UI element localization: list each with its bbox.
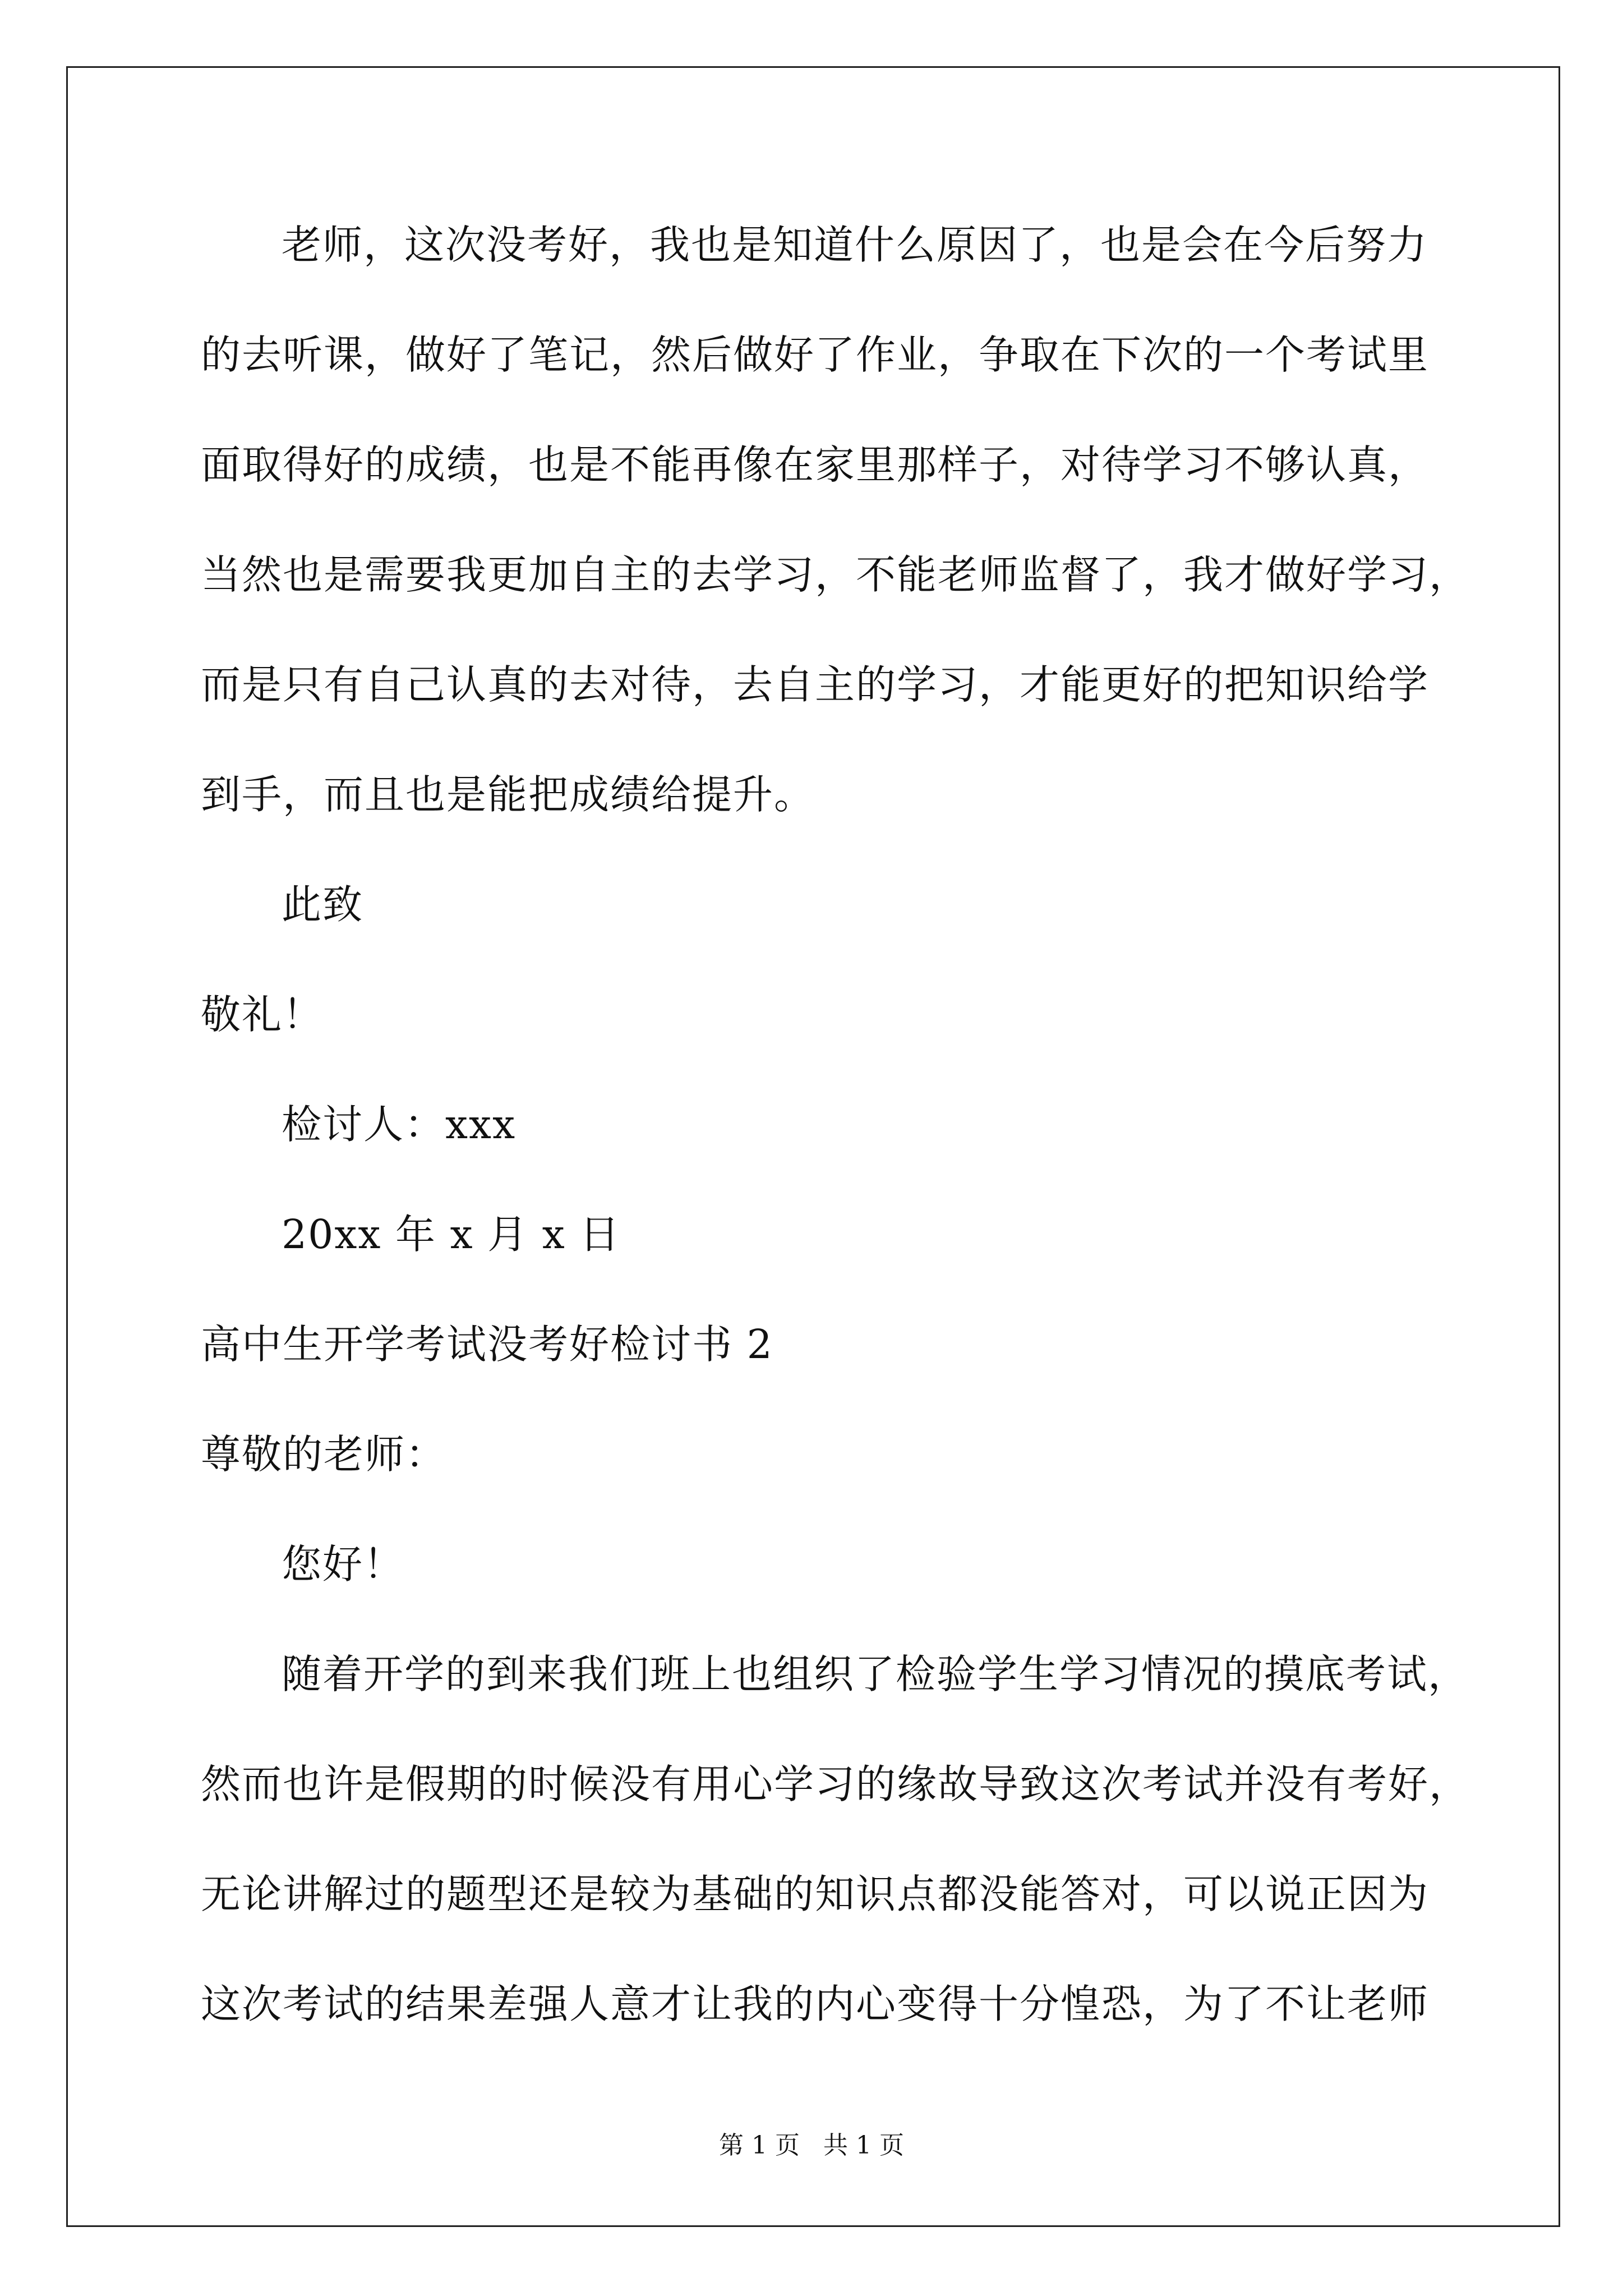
greeting-line: 尊敬的老师： bbox=[201, 1431, 447, 1478]
paragraph-line: 当然也是需要我更加自主的去学习，不能老师监督了，我才做好学习， bbox=[201, 551, 1470, 598]
closing-line: 此致 bbox=[282, 881, 364, 928]
paragraph-line: 面取得好的成绩，也是不能再像在家里那样子，对待学习不够认真， bbox=[201, 441, 1430, 488]
salutation-line: 敬礼！ bbox=[201, 991, 324, 1038]
section-title: 高中生开学考试没考好检讨书 2 bbox=[201, 1321, 773, 1368]
paragraph-line: 随着开学的到来我们班上也组织了检验学生学习情况的摸底考试， bbox=[282, 1651, 1469, 1697]
paragraph-line: 然而也许是假期的时候没有用心学习的缘故导致这次考试并没有考好， bbox=[201, 1761, 1470, 1807]
document-body bbox=[201, 220, 1491, 2089]
paragraph-line: 这次考试的结果差强人意才让我的内心变得十分惶恐，为了不让老师 bbox=[201, 1981, 1430, 2027]
signature-line: 检讨人：xxx bbox=[282, 1101, 517, 1148]
paragraph-line: 的去听课，做好了笔记，然后做好了作业，争取在下次的一个考试里 bbox=[201, 332, 1430, 378]
page-footer: 第 1 页 共 1 页 bbox=[719, 2131, 904, 2160]
paragraph-line: 而是只有自己认真的去对待，去自主的学习，才能更好的把知识给学 bbox=[201, 661, 1430, 708]
paragraph-line: 到手，而且也是能把成绩给提升。 bbox=[201, 771, 815, 818]
date-line: 20xx 年 x 月 x 日 bbox=[282, 1211, 621, 1258]
paragraph-line: 无论讲解过的题型还是较为基础的知识点都没能答对，可以说正因为 bbox=[201, 1871, 1430, 1917]
paragraph-line: 老师，这次没考好，我也是知道什么原因了，也是会在今后努力 bbox=[282, 222, 1428, 268]
greeting-line: 您好！ bbox=[282, 1541, 405, 1588]
